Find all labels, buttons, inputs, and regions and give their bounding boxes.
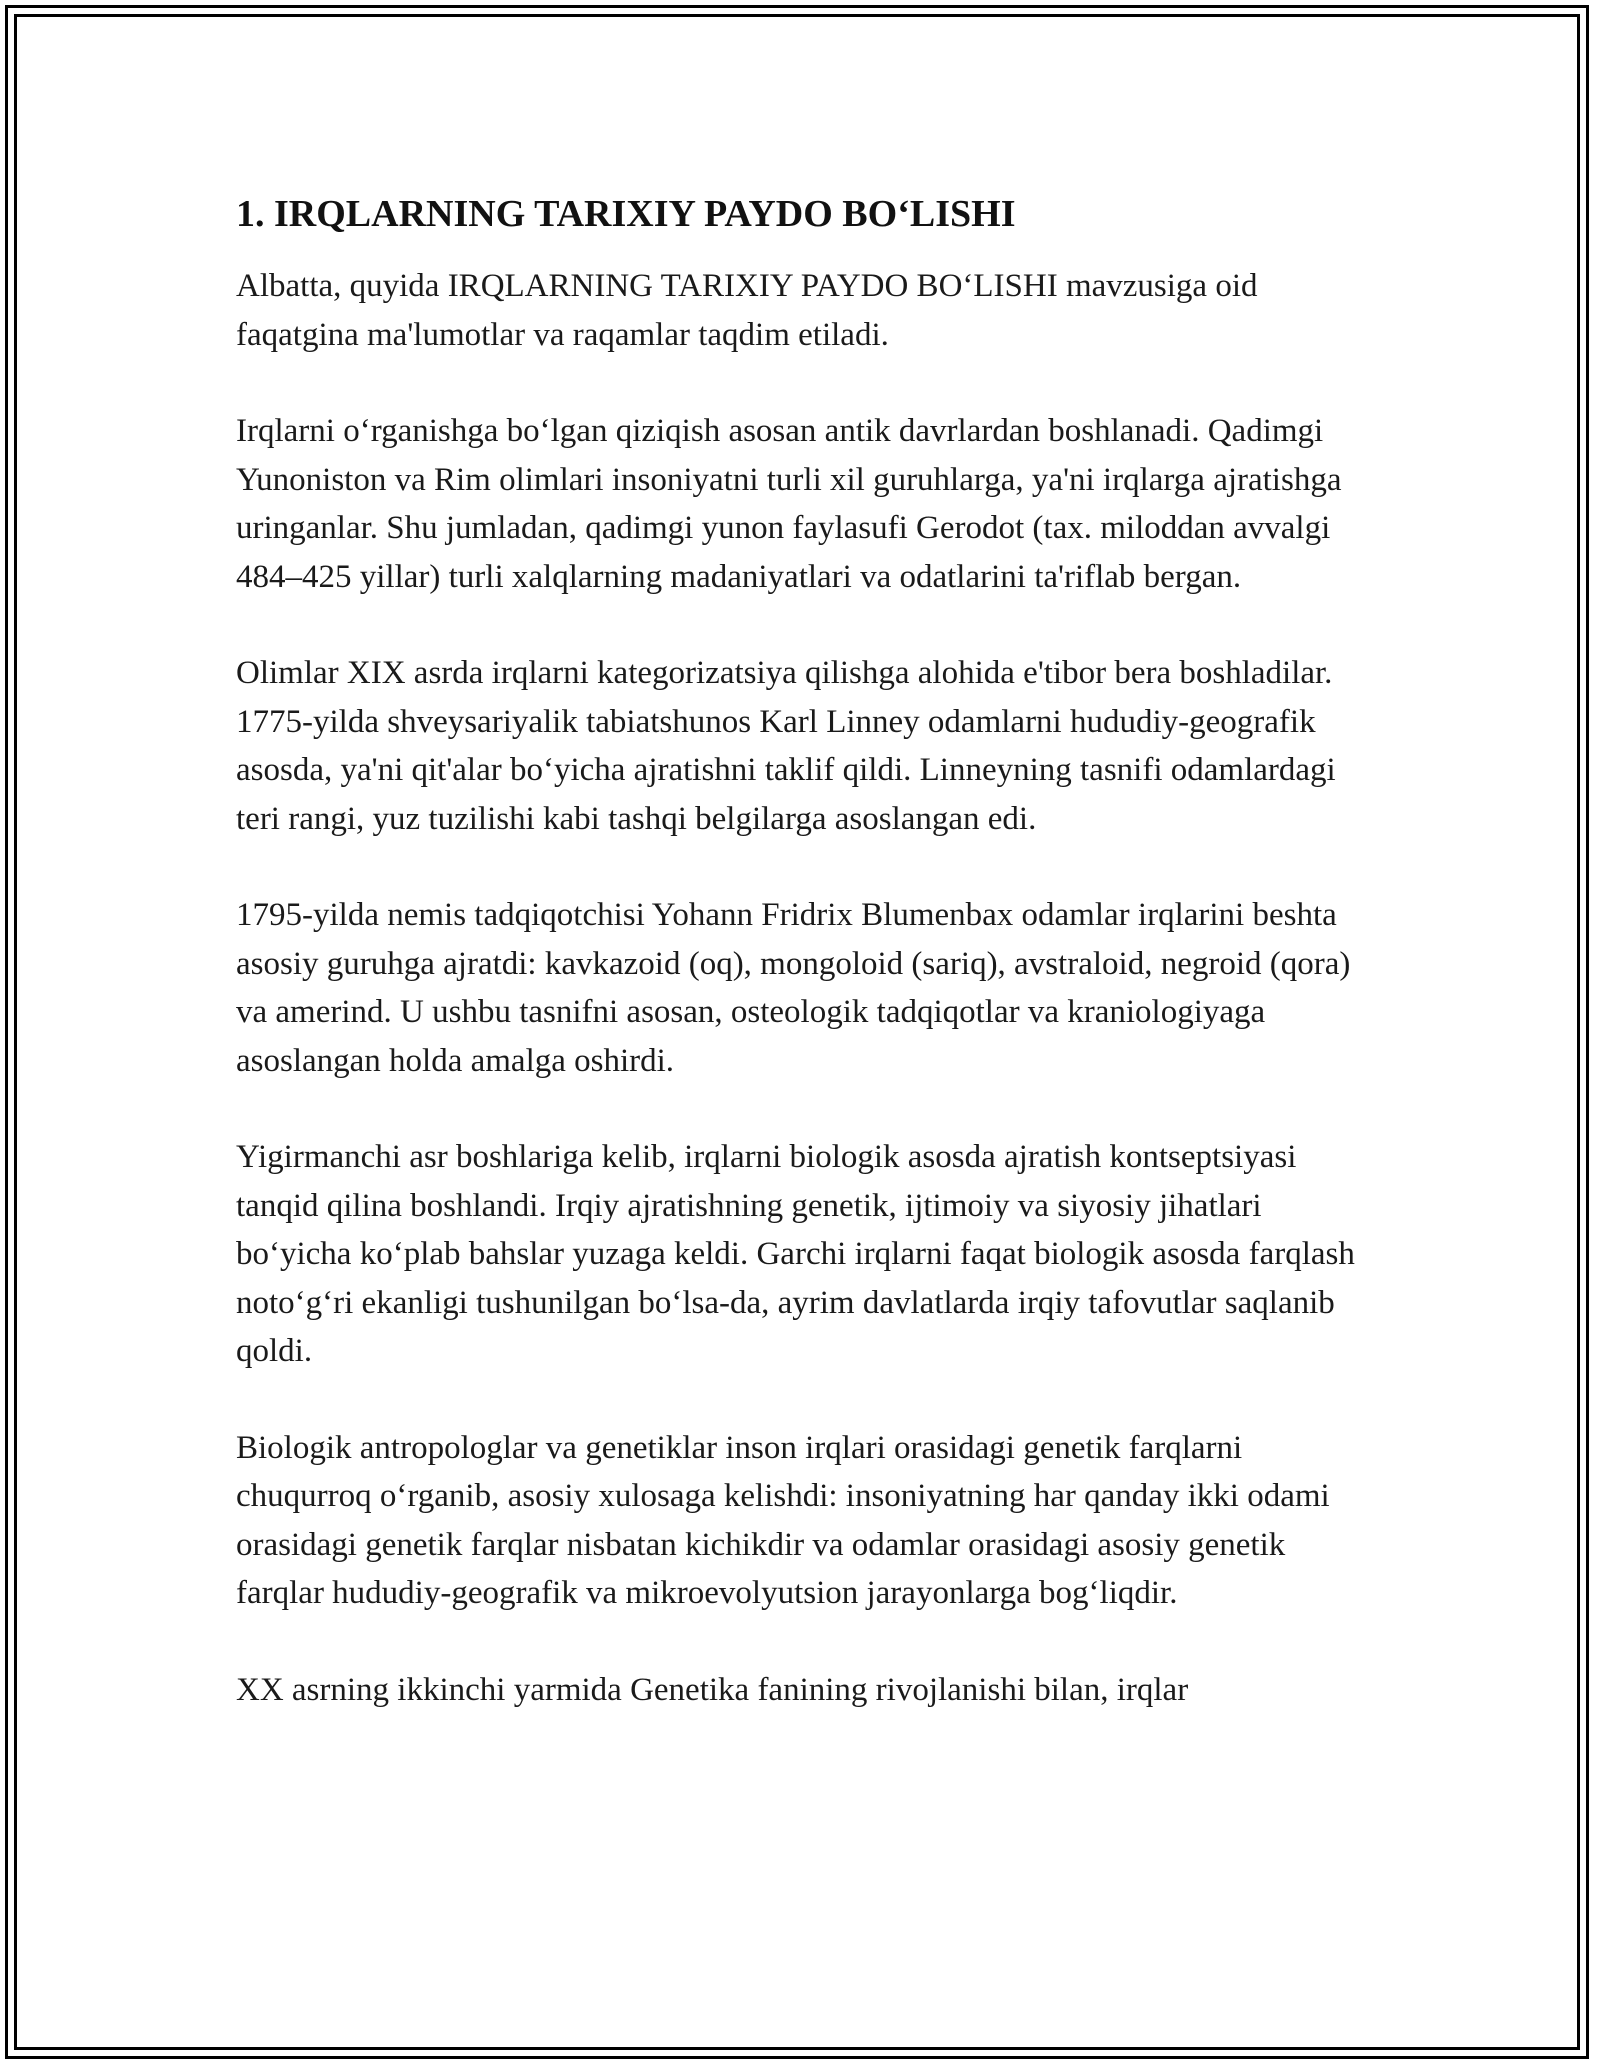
paragraph-twentieth-century: Yigirmanchi asr boshlariga kelib, irqlarni biologik asosda ajratish kontseptsiyasi tanqid qilina boshlandi. Irqiy ajratishning genetik, ijtimoiy va siyosiy jihatlari bo‘yicha ko‘plab bahslar yuzaga keldi. Garchi irqlarni faqat biologik asosda farqlash noto‘g‘ri ekanligi tushunilgan bo‘lsa-da, ayrim davlatlarda irqiy tafovutlar saqlanib qoldi. (236, 1139, 1355, 1369)
paragraph-second-half: XX asrning ikkinchi yarmida Genetika fanining rivojlanishi bilan, irqlar (236, 1671, 1189, 1708)
document-title: 1. IRQLARNING TARIXIY PAYDO BO‘LISHI (236, 193, 1016, 235)
paragraph-blumenbach: 1795-yilda nemis tadqiqotchisi Yohann Fridrix Blumenbax odamlar irqlarini beshta asosiy guruhga ajratdi: kavkazoid (oq), mongoloid (sariq), avstraloid, negroid (qora) va amerind. U ushbu tasnifni asosan, osteologik tadqiqotlar va kraniologiyaga asoslangan holda amalga oshirdi. (236, 897, 1351, 1079)
paragraph-antiquity: Irqlarni o‘rganishga bo‘lgan qiziqish asosan antik davrlardan boshlanadi. Qadimgi Yunoniston va Rim olimlari insoniyatni turli xil guruhlarga, ya'ni irqlarga ajratishga uringanlar. Shu jumladan, qadimgi yunon faylasufi Gerodot (tax. miloddan avvalgi 484–425 yillar) turli xalqlarning madaniyatlari va odatlarini ta'riflab bergan. (236, 413, 1342, 595)
paragraph-genetics: Biologik antropologlar va genetiklar inson irqlari orasidagi genetik farqlarni chuqurroq o‘rganib, asosiy xulosaga kelishdi: insoniyatning har qanday ikki odami orasidagi genetik farqlar nisbatan kichikdir va odamlar orasidagi asosiy genetik farqlar hududiy-geografik va mikroevolyutsion jarayonlarga bog‘liqdir. (236, 1429, 1330, 1611)
paragraph-linnaeus: Olimlar XIX asrda irqlarni kategorizatsiya qilishga alohida e'tibor bera boshladilar. 1775-yilda shveysariyalik tabiatshunos Karl Linney odamlarni hududiy-geografik asosda, ya'ni qit'alar bo‘yicha ajratishni taklif qildi. Linneyning tasnifi odamlardagi teri rangi, yuz tuzilishi kabi tashqi belgilarga asoslangan edi. (236, 655, 1336, 837)
document-body (236, 186, 1368, 1762)
paragraph-intro: Albatta, quyida IRQLARNING TARIXIY PAYDO BO‘LISHI mavzusiga oid faqatgina ma'lumotlar va raqamlar taqdim etiladi. (236, 268, 1258, 353)
